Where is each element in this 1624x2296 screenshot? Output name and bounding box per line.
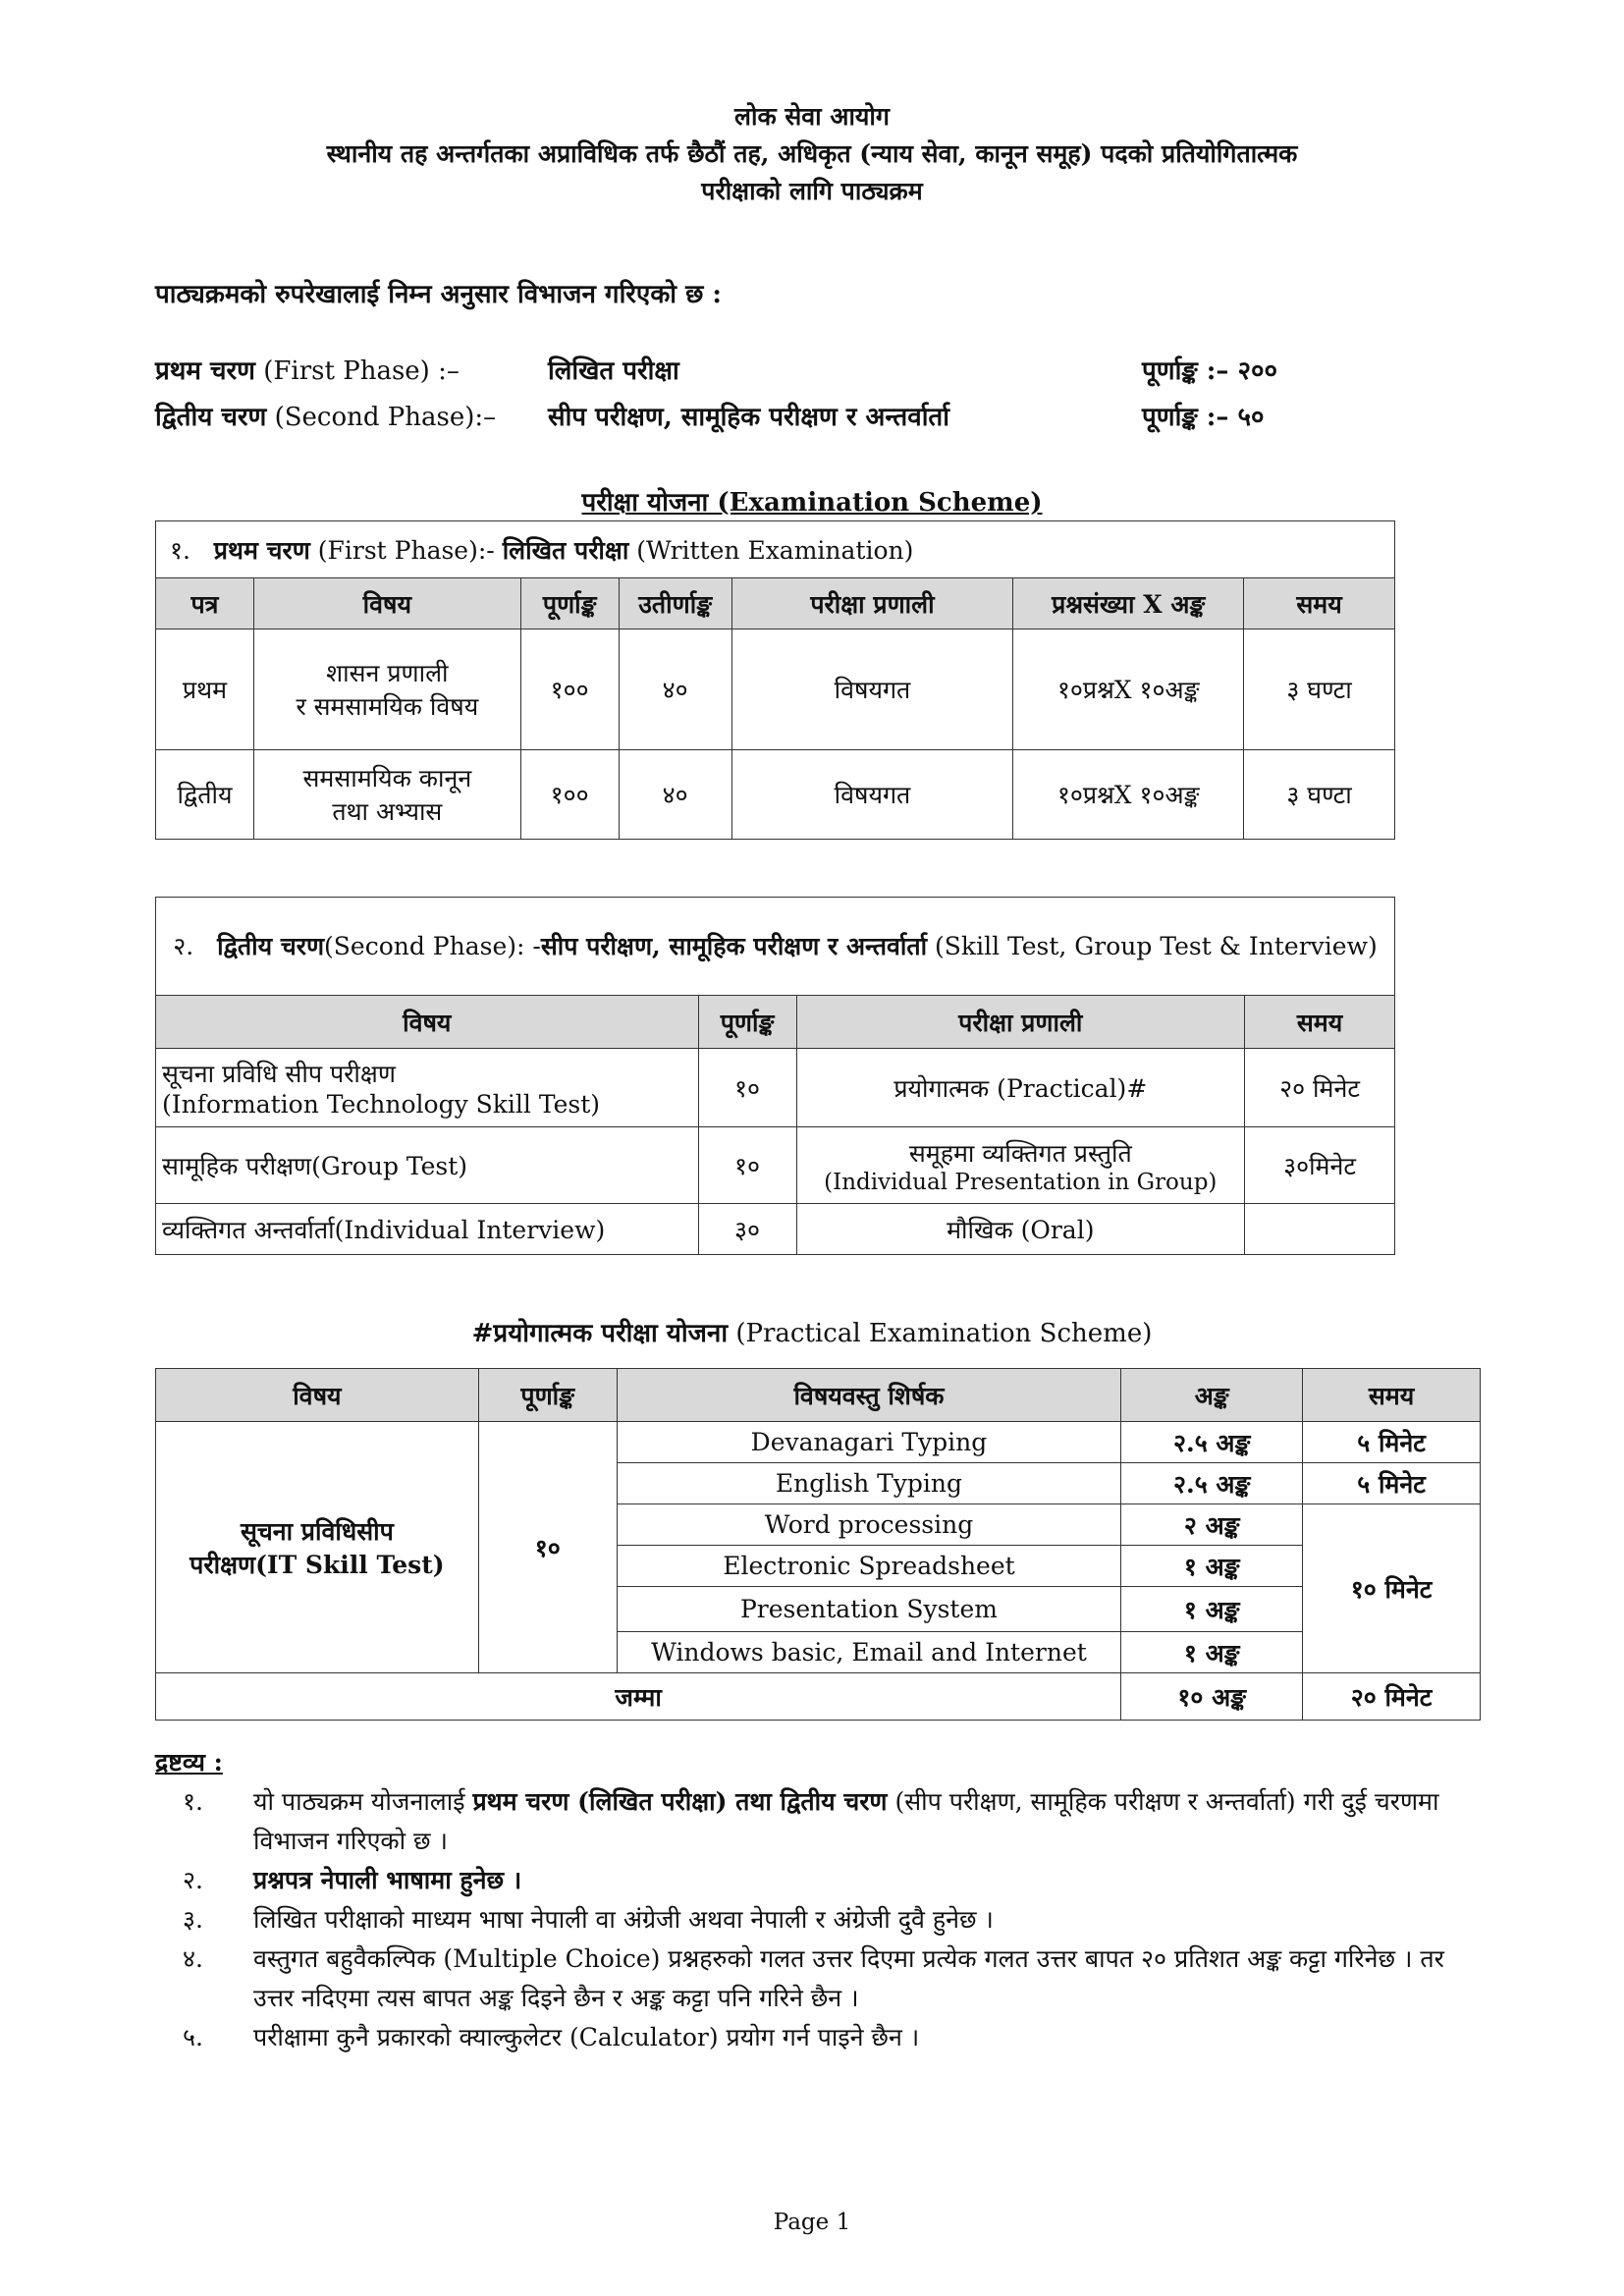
notes-heading: द्रष्टव्य : xyxy=(155,1748,223,1777)
table-row: प्रथम शासन प्रणाली र समसामयिक विषय १०० ४० विषयगत १०प्रश्नX १०अङ्क ३ घण्टा xyxy=(156,629,1395,750)
col-header-exam-system: परीक्षा प्रणाली xyxy=(796,996,1245,1049)
table-row: सूचना प्रविधिसीप परीक्षण(IT Skill Test) १० Devanagari Typing २.५ अङ्क ५ मिनेट xyxy=(156,1422,1481,1463)
total-row: जम्मा १० अङ्क २० मिनेट xyxy=(156,1673,1481,1721)
col-header-pass-marks: उतीर्णाङ्क xyxy=(619,578,731,629)
document-header xyxy=(0,98,1624,210)
note-item: ५. परीक्षामा कुनै प्रकारको क्याल्कुलेटर (Calculator) प्रयोग गर्न पाइने छैन । xyxy=(183,2023,920,2051)
col-header-topic: विषयवस्तु शिर्षक xyxy=(617,1369,1121,1422)
scheme-title: परीक्षा योजना (Examination Scheme) xyxy=(581,488,1043,518)
col-header-exam-system: परीक्षा प्रणाली xyxy=(731,578,1013,629)
col-header-paper: पत्र xyxy=(156,578,254,629)
col-header-subject: विषय xyxy=(253,578,520,629)
phase-desc: सीप परीक्षण, सामूहिक परीक्षण र अन्तर्वार्ता xyxy=(548,403,949,432)
second-phase-table xyxy=(155,897,1395,1255)
practical-scheme-title: #प्रयोगात्मक परीक्षा योजना (Practical Examination Scheme) xyxy=(471,1319,1153,1348)
col-header-full-marks: पूर्णाङ्क xyxy=(520,578,619,629)
col-header-full-marks: पूर्णाङ्क xyxy=(698,996,796,1049)
col-header-questions-marks: प्रश्नसंख्या X अङ्क xyxy=(1013,578,1244,629)
col-header-full-marks: पूर्णाङ्क xyxy=(478,1369,617,1422)
phase-desc: लिखित परीक्षा xyxy=(548,356,679,386)
table-row: द्वितीय समसामयिक कानून तथा अभ्यास १०० ४० विषयगत १०प्रश्नX १०अङ्क ३ घण्टा xyxy=(156,750,1395,840)
table-row: सूचना प्रविधि सीप परीक्षण (Information Technology Skill Test) १० प्रयोगात्मक (Practical)# २० मिनेट xyxy=(156,1049,1395,1127)
col-header-time: समय xyxy=(1303,1369,1481,1422)
intro-text: पाठ्यक्रमको रुपरेखालाई निम्न अनुसार विभाजन गरिएको छ : xyxy=(155,280,722,309)
phase-name: प्रथम चरण (First Phase) :– xyxy=(155,356,460,386)
header-line-3: परीक्षाको लागि पाठ्यक्रम xyxy=(701,177,923,205)
table-row: Electronic Spreadsheet १ अङ्क xyxy=(156,1546,1481,1587)
col-header-marks: अङ्क xyxy=(1121,1369,1303,1422)
first-phase-table xyxy=(155,520,1395,840)
table-row: English Typing २.५ अङ्क ५ मिनेट xyxy=(156,1463,1481,1504)
phase-marks: पूर्णाङ्क :– ५० xyxy=(1142,403,1265,432)
note-item: २. प्रश्नपत्र नेपाली भाषामा हुनेछ । xyxy=(183,1866,522,1894)
phase-name: द्वितीय चरण (Second Phase):– xyxy=(155,403,497,432)
col-header-subject: विषय xyxy=(156,996,699,1049)
note-item: ३. लिखित परीक्षाको माध्यम भाषा नेपाली वा अंग्रेजी अथवा नेपाली र अंग्रेजी दुवै हुनेछ । xyxy=(183,1905,994,1934)
table-row: Presentation System १ अङ्क xyxy=(156,1587,1481,1632)
table1-title: १. प्रथम चरण (First Phase):- लिखित परीक्षा (Written Examination) xyxy=(156,521,1395,578)
col-header-time: समय xyxy=(1245,996,1395,1049)
table-row: Word processing २ अङ्क १० मिनेट xyxy=(156,1504,1481,1546)
phase-marks: पूर्णाङ्क :– २०० xyxy=(1142,356,1278,386)
table-row: सामूहिक परीक्षण(Group Test) १० समूहमा व्यक्तिगत प्रस्तुति (Individual Presentation in Group) ३०मिनेट xyxy=(156,1127,1395,1204)
header-line-2: स्थानीय तह अन्तर्गतका अप्राविधिक तर्फ छैठौं तह, अधिकृत (न्याय सेवा, कानून समूह) पदको प्रतियोगितात्मक xyxy=(326,139,1298,168)
table-row: व्यक्तिगत अन्तर्वार्ता(Individual Interview) ३० मौखिक (Oral) xyxy=(156,1204,1395,1255)
header-line-1: लोक सेवा आयोग xyxy=(734,102,890,131)
page-number: Page 1 xyxy=(773,2210,851,2235)
note-item: ४. वस्तुगत बहुवैकल्पिक (Multiple Choice) प्रश्नहरुको गलत उत्तर दिएमा प्रत्येक गलत उत्तर बापत २० प्रतिशत अङ्क कट्टा गरिनेछ । तर उत्तर नदिएमा त्यस बापत अङ्क दिइने छैन र अङ्क कट्टा पनि गरिने छैन । xyxy=(183,1944,1444,2012)
practical-exam-table xyxy=(155,1368,1481,1721)
note-item: १. यो पाठ्यक्रम योजनालाई प्रथम चरण (लिखित परीक्षा) तथा द्वितीय चरण (सीप परीक्षण, सामूहिक परीक्षण र अन्तर्वार्ता) गरी दुई चरणमा विभाजन गरिएको छ । xyxy=(183,1787,1439,1855)
table-row: Windows basic, Email and Internet १ अङ्क xyxy=(156,1632,1481,1673)
table2-title: २. द्वितीय चरण(Second Phase): -सीप परीक्षण, सामूहिक परीक्षण र अन्तर्वार्ता (Skill Test, Group Test & Interview) xyxy=(156,898,1395,996)
col-header-subject: विषय xyxy=(156,1369,479,1422)
notes-section xyxy=(155,1743,1451,2057)
col-header-time: समय xyxy=(1244,578,1395,629)
